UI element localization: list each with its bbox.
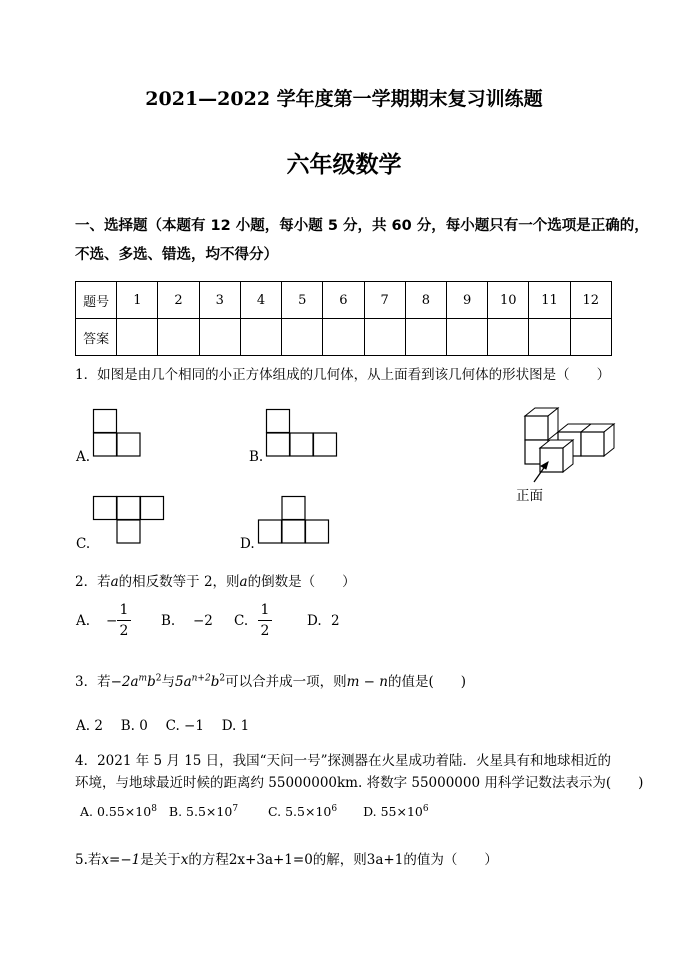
frac-numerator: 1: [119, 602, 129, 618]
answer-table-answer-row: [76, 319, 612, 356]
q3-expr: m − n: [346, 674, 388, 690]
q3-mid: 与: [161, 674, 175, 690]
q4-opt-a: A. 0.55×10: [80, 804, 152, 820]
q4-opt-b: B. 5.5×10: [168, 804, 233, 820]
exam-title: 2021—2022 学年度第一学期期末复习训练题: [145, 88, 543, 110]
q5-stem-e: 的值为（ ）: [403, 852, 498, 868]
q3-options: A. 2 B. 0 C. −1 D. 1: [76, 718, 250, 734]
question-number-cell: 5: [282, 282, 323, 319]
q2-var-a2: a: [239, 574, 248, 590]
answer-cell[interactable]: [446, 319, 487, 356]
q5-equation: 2x+3a+1=0: [228, 852, 313, 868]
q4-opt-a-exp: 8: [151, 804, 157, 814]
answer-cell[interactable]: [199, 319, 240, 356]
q2-option-b-value: −2: [193, 613, 213, 629]
q2-option-d-label: D.: [307, 613, 322, 629]
q1-option-d-figure: [258, 496, 333, 546]
q1-option-d-label: D.: [240, 536, 255, 552]
q2-option-c-label: C.: [234, 613, 249, 629]
q3-stem-c: 的值是( ): [387, 674, 467, 690]
q2-stem-a: 2．若: [75, 574, 111, 590]
question-number-cell: 1: [117, 282, 158, 319]
q4-line1: 4．2021 年 5 月 15 日，我国“天问一号”探测器在火星成功着陆．火星具有和地球相近的: [75, 753, 611, 769]
q2-option-a-sign: −: [106, 613, 118, 629]
subject-title: 六年级数学: [286, 151, 402, 178]
answer-cell[interactable]: [570, 319, 611, 356]
answer-table-header-row: [76, 282, 612, 319]
q1-option-a-label: A.: [76, 449, 91, 465]
answer-cell[interactable]: [364, 319, 405, 356]
q2-var-a: a: [110, 574, 119, 590]
q3-term1-b: b: [147, 674, 156, 690]
q4-opt-c: C. 5.5×10: [268, 804, 332, 820]
q5-expr: 3a+1: [366, 852, 404, 868]
q2-option-a-label: A.: [76, 613, 91, 629]
q3-term1: −2a: [110, 674, 139, 690]
q1-stem: 1．如图是由几个相同的小正方体组成的几何体，从上面看到该几何体的形状图是（ ）: [75, 367, 611, 383]
question-number-cell: 12: [570, 282, 611, 319]
q3-stem: [75, 670, 466, 690]
q4-options: [80, 804, 429, 819]
frac-denominator: 2: [119, 623, 129, 639]
section-heading-line2: 不选、多选、错选，均不得分）: [75, 247, 278, 263]
q5-stem-b: 是关于: [140, 852, 181, 868]
q4-opt-c-exp: 6: [331, 804, 338, 814]
question-number-cell: 9: [446, 282, 487, 319]
row-label-answer: 答案: [76, 319, 117, 356]
answer-table: [75, 281, 612, 356]
answer-cell[interactable]: [405, 319, 446, 356]
q2-stem-b: 的相反数等于 2，则: [118, 574, 240, 590]
q4-opt-d-exp: 6: [422, 804, 429, 814]
question-number-cell: 11: [529, 282, 570, 319]
answer-cell[interactable]: [117, 319, 158, 356]
q1-option-b-label: B.: [249, 449, 264, 465]
q4-opt-b-exp: 7: [232, 804, 239, 814]
q5-x: x: [180, 852, 189, 868]
q3-term2: 5a: [174, 674, 192, 690]
front-view-label: 正面: [516, 488, 543, 504]
q3-term1-exp: m: [138, 673, 148, 684]
q2-option-d-value: 2: [331, 613, 340, 629]
frac-numerator: 1: [260, 602, 270, 618]
answer-cell[interactable]: [323, 319, 364, 356]
question-number-cell: 6: [323, 282, 364, 319]
q2-option-c-fraction: [258, 602, 272, 639]
question-number-cell: 4: [240, 282, 281, 319]
answer-cell[interactable]: [488, 319, 529, 356]
answer-cell[interactable]: [240, 319, 281, 356]
q2-stem: [75, 570, 356, 590]
question-number-cell: 7: [364, 282, 405, 319]
frac-denominator: 2: [260, 623, 270, 639]
question-number-cell: 3: [199, 282, 240, 319]
q1-option-c-figure: [93, 496, 168, 546]
q3-term2-b-exp: 2: [219, 673, 226, 684]
question-number-cell: 10: [488, 282, 529, 319]
question-number-cell: 8: [405, 282, 446, 319]
row-label-number: 题号: [76, 282, 117, 319]
answer-cell[interactable]: [158, 319, 199, 356]
q3-term2-b: b: [210, 674, 220, 690]
answer-cell[interactable]: [529, 319, 570, 356]
q4-opt-d: D. 55×10: [363, 804, 423, 820]
q1-option-a-figure: [93, 409, 143, 459]
q1-option-b-figure: [266, 409, 346, 459]
q5-stem-d: 的解，则: [312, 852, 367, 868]
q3-stem-a: 3．若: [75, 674, 111, 690]
q1-option-c-label: C.: [76, 536, 91, 552]
q2-option-a-fraction: [117, 602, 131, 639]
q3-stem-b: 可以合并成一项，则: [225, 674, 347, 690]
q4-line2: 环境，与地球最近时候的距离约 55000000km. 将数字 55000000 用科学记数法表示为( ): [75, 775, 644, 791]
q2-option-b-label: B.: [161, 613, 176, 629]
q3-term1-b-exp: 2: [155, 673, 162, 684]
q5-x-eq: x=−1: [101, 852, 141, 868]
q3-term2-exp: n+2: [191, 673, 211, 684]
q5-stem-a: 5.若: [75, 852, 102, 868]
question-number-cell: 2: [158, 282, 199, 319]
q5-stem: [75, 848, 498, 868]
answer-cell[interactable]: [282, 319, 323, 356]
q5-stem-c: 的方程: [188, 852, 229, 868]
section-heading-line1: 一、选择题（本题有 12 小题，每小题 5 分，共 60 分，每小题只有一个选项是正确的，: [75, 218, 649, 234]
q2-stem-c: 的倒数是（ ）: [247, 574, 356, 590]
